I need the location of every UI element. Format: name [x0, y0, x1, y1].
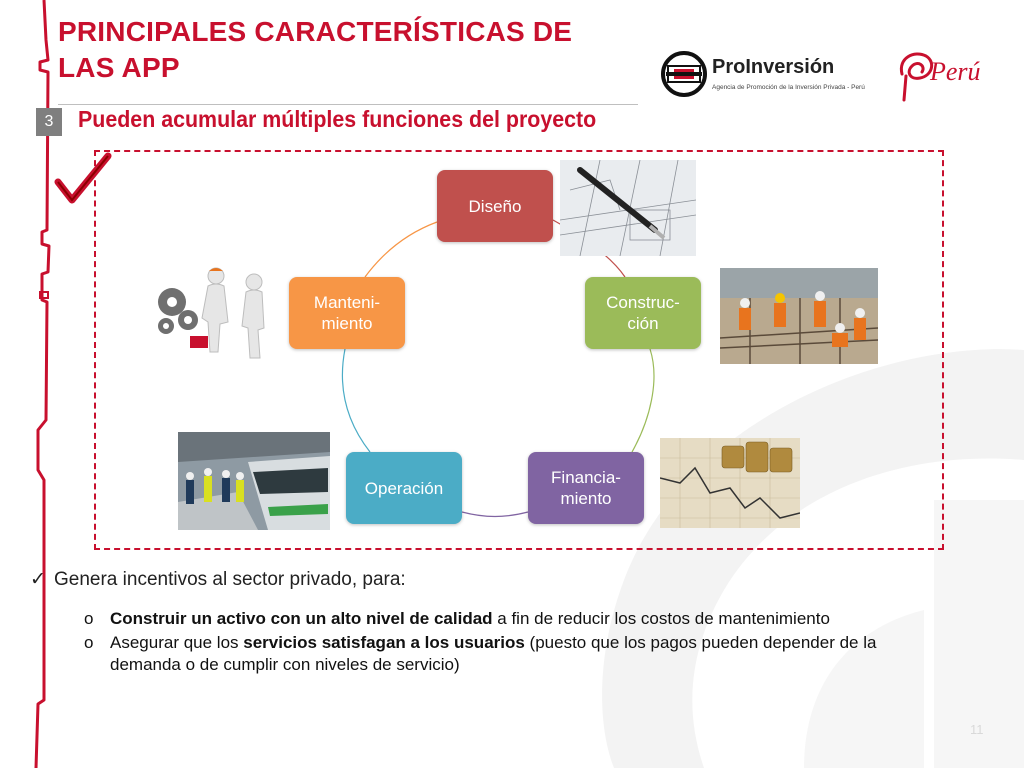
list-item — [84, 632, 944, 676]
cycle-node-construccion: Construc- ción — [585, 277, 701, 349]
train-operation-image — [178, 432, 330, 530]
title-divider — [58, 104, 638, 105]
proinversion-tagline: Agencia de Promoción de la Inversión Privada - Perú — [712, 84, 865, 91]
peru-brand-logo — [892, 44, 988, 102]
section-number-badge: 3 — [36, 108, 62, 136]
cycle-node-financiamiento: Financia- miento — [528, 452, 644, 524]
sub-item-2-rest: (puesto que los pagos pueden depender de la demanda o de cumplir con niveles de servicio) — [110, 633, 877, 674]
sub-item-1-rest: a fin de reducir los costos de mantenimiento — [492, 609, 830, 628]
cycle-node-mantenimiento: Manteni- miento — [289, 277, 405, 349]
slide-title-line-1: PRINCIPALES CARACTERÍSTICAS DE — [58, 16, 573, 47]
slide-title-line-2: LAS APP — [58, 52, 180, 83]
sub-item-2-bold: servicios satisfagan a los usuarios — [243, 633, 525, 652]
bullet-circle-icon: o — [84, 633, 94, 652]
slide-subtitle: Pueden acumular múltiples funciones del proyecto — [78, 106, 597, 132]
bullet-circle-icon: o — [84, 609, 94, 628]
main-bullet-text: Genera incentivos al sector privado, para: — [54, 569, 406, 590]
cycle-node-diseno: Diseño — [437, 170, 553, 242]
peru-brand-text: Perú — [930, 57, 981, 86]
slide-title — [58, 14, 618, 86]
finance-coins-chart-image — [660, 438, 800, 528]
main-bullet — [30, 568, 406, 591]
construction-workers-image — [720, 268, 878, 364]
sub-item-1-bold: Construir un activo con un alto nivel de calidad — [110, 609, 493, 628]
cycle-node-operacion: Operación — [346, 452, 462, 524]
list-item — [84, 608, 944, 630]
checkmark-icon — [54, 150, 114, 210]
sub-bullet-list — [84, 608, 944, 678]
design-blueprint-image — [560, 160, 696, 256]
proinversion-logo-text: ProInversión — [712, 56, 835, 78]
sub-item-2-pre: Asegurar que los — [110, 633, 244, 652]
checkmark-icon: ✓ — [30, 569, 46, 590]
maintenance-gears-image — [150, 262, 276, 362]
page-number: 11 — [970, 722, 984, 737]
